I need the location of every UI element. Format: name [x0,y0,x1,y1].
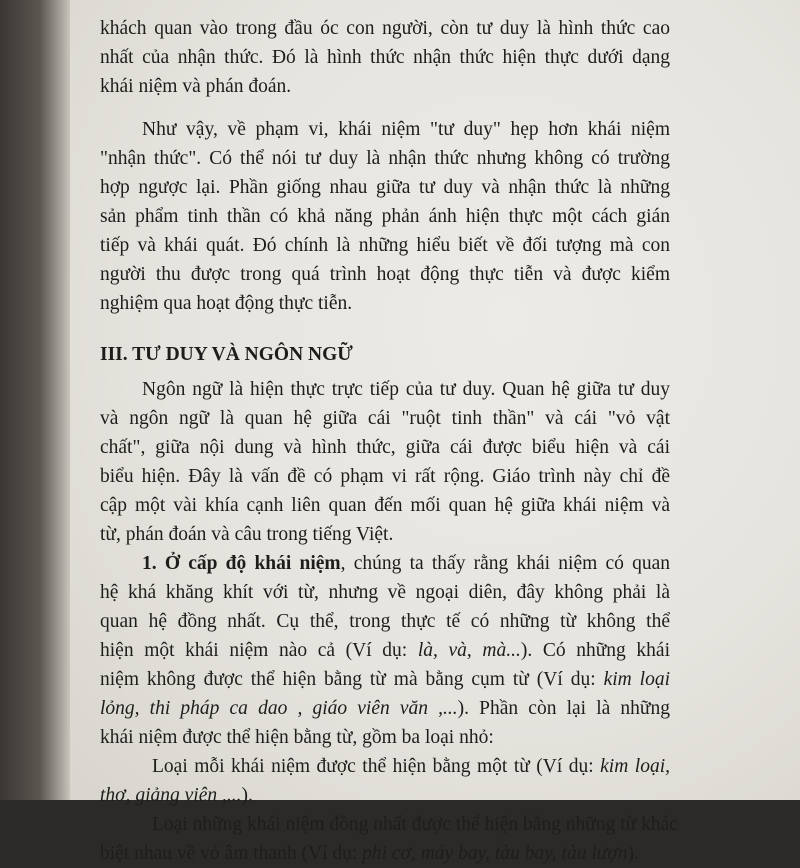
paragraph-2 [100,115,670,318]
paragraph-1 [100,14,670,101]
text-line: Ngôn ngữ là hiện thực trực tiếp của tư duy. Quan hệ giữa tư duy [142,379,670,400]
text-line: người thu được trong quá trình hoạt động thực tiễn và được kiểm [100,264,670,285]
example-text: phi cơ, máy bay, tàu bay, tàu lượn [362,843,628,864]
text-line: hệ khá khăng khít với từ, nhưng về ngoại diên, đây không phải là [100,582,670,603]
text-line: biệt nhau về vỏ âm thanh (Ví dụ: phi cơ, máy bay, tàu bay, tàu lượn). [100,843,639,864]
text-line: và ngôn ngữ là quan hệ giữa cái "ruột tinh thần" và cái "vỏ vật [100,408,670,429]
page-body [100,14,678,868]
text-line: "nhận thức". Có thể nói tư duy là nhận thức nhưng không có trường [100,148,670,169]
subsection-lead: 1. Ở cấp độ khái niệm [142,553,341,574]
text-line: quan hệ đồng nhất. Cụ thể, trong thực tế có những từ không thể [100,611,670,632]
paragraph-6 [100,810,678,868]
paragraph-3 [100,375,670,549]
text-line: chất", giữa nội dung và hình thức, giữa cái được biểu hiện và cái [100,437,670,458]
example-text: thơ, giảng viên ,... [100,785,242,806]
example-text: kim loại [603,669,670,690]
text-line: Như vậy, về phạm vi, khái niệm "tư duy" hẹp hơn khái niệm [142,119,670,140]
text-line: lỏng, thi pháp ca dao , giáo viên văn ,...). Phần còn lại là những [100,698,670,719]
text-line: cập một vài khía cạnh liên quan đến mối quan hệ giữa khái niệm và [100,495,670,516]
text-line: khách quan vào trong đầu óc con người, còn tư duy là hình thức cao [100,18,670,39]
text-line: từ, phán đoán và câu trong tiếng Việt. [100,524,394,545]
paragraph-4 [100,549,670,752]
example-text: kim loại, [600,756,670,777]
text-line: tiếp và khái quát. Đó chính là những hiểu biết về đối tượng mà con [100,235,670,256]
example-text: là, và, mà... [417,640,521,661]
text-line: Loại những khái niệm đồng nhất được thể hiện bằng những từ khác [152,814,678,835]
text-line: sản phẩm tinh thần có khả năng phản ánh hiện thực một cách gián [100,206,670,227]
text-line: nghiệm qua hoạt động thực tiễn. [100,293,353,314]
text-line: thơ, giảng viên ,...). [100,785,253,806]
text-line: nhất của nhận thức. Đó là hình thức nhận thức hiện thực dưới dạng [100,47,670,68]
text-line: hiện một khái niệm nào cả (Ví dụ: là, và, mà...). Có những khái [100,640,670,661]
section-heading: III. TƯ DUY VÀ NGÔN NGỮ [100,344,353,365]
text-line: hợp ngược lại. Phần giống nhau giữa tư duy và nhận thức là những [100,177,670,198]
text-line: niệm không được thể hiện bằng từ mà bằng cụm từ (Ví dụ: kim loại [100,669,670,690]
text-line: 1. Ở cấp độ khái niệm, chúng ta thấy rằng khái niệm có quan [142,553,670,574]
text-line: khái niệm và phán đoán. [100,76,292,97]
example-text: lỏng, thi pháp ca dao , giáo viên văn ,... [100,698,458,719]
text-line: biểu hiện. Đây là vấn đề có phạm vi rất rộng. Giáo trình này chỉ đề [100,466,670,487]
paragraph-5 [100,752,670,810]
text-line: khái niệm được thể hiện bằng từ, gồm ba loại nhỏ: [100,727,494,748]
text-line: Loại mỗi khái niệm được thể hiện bằng một từ (Ví dụ: kim loại, [152,756,670,777]
